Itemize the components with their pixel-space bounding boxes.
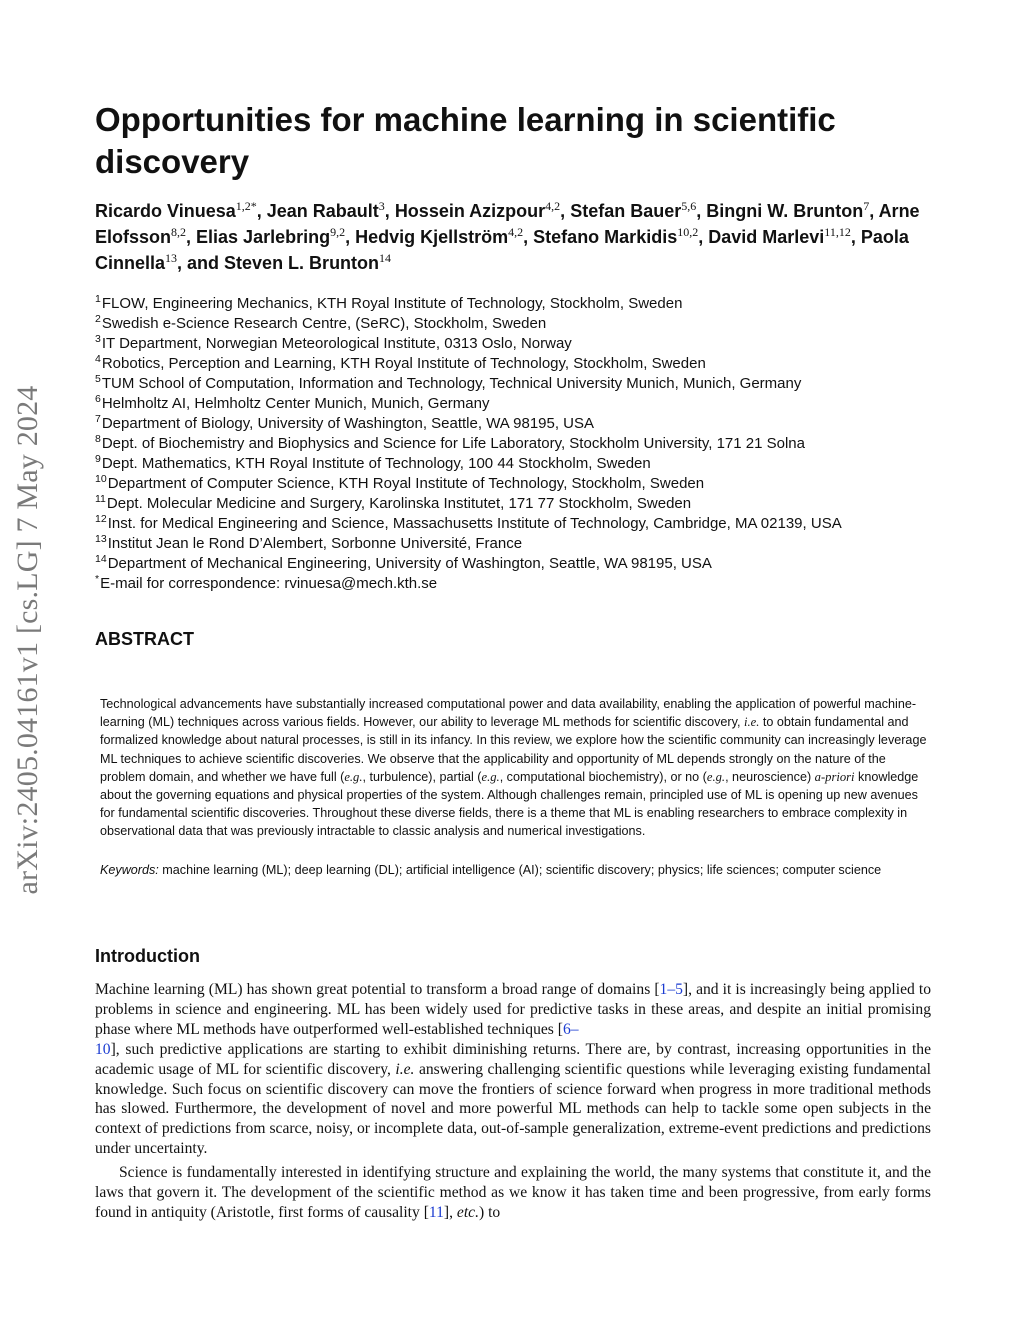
affiliation-text: Department of Mechanical Engineering, University of Washington, Seattle, WA 98195, USA <box>107 555 712 572</box>
affiliation-item <box>95 354 945 374</box>
affiliation-marker: 10 <box>95 473 107 485</box>
intro-paragraph-1: Machine learning (ML) has shown great potential to transform a broad range of domains [1–5], and it is increasingly being applied to problems in science and engineering. ML has been widely used for predictive tasks in these areas, and despite an initial promising phase where ML methods have outperformed well-established techniques [6– 10], such predictive applications are starting to exhibit diminishing returns. There are, by contrast, increasing opportunities in the academic usage of ML for scientific discovery, i.e. answering challenging scientific questions while leveraging existing fundamental knowledge. Such focus on scientific discovery can move the frontiers of science forward when progress in more traditional methods has slowed. Furthermore, the development of novel and more powerful ML methods can help to tackle some open subjects in the context of predictions from scarce, noisy, or incomplete data, out-of-sample generalization, extreme-event predictions and predictions under uncertainty. <box>95 981 931 1158</box>
author-affiliation-marker: 9,2 <box>330 225 346 239</box>
affiliation-item <box>95 394 945 414</box>
author-affiliation-marker: 13 <box>165 251 178 265</box>
affiliation-text: Dept. of Biochemistry and Biophysics and Science for Life Laboratory, Stockholm University, 171 21 Solna <box>101 435 805 452</box>
author-affiliation-marker: 1,2* <box>235 199 257 213</box>
author-name: Hedvig Kjellström <box>355 227 509 247</box>
affiliation-item <box>95 294 945 314</box>
affiliation-item <box>95 454 945 474</box>
affiliation-item <box>95 414 945 434</box>
affiliation-marker: 14 <box>95 553 107 565</box>
author-affiliation-marker: 7 <box>863 199 870 213</box>
affiliation-item <box>95 534 945 554</box>
abstract-heading: ABSTRACT <box>95 629 194 649</box>
affiliation-text: Department of Biology, University of Washington, Seattle, WA 98195, USA <box>101 415 595 432</box>
keywords <box>100 861 930 879</box>
author-affiliation-marker: 11,12 <box>824 225 851 239</box>
affiliation-marker: 4 <box>95 353 101 365</box>
affiliation-marker: 2 <box>95 313 101 325</box>
affiliation-text: Robotics, Perception and Learning, KTH Royal Institute of Technology, Stockholm, Sweden <box>101 355 706 372</box>
affiliation-item <box>95 514 945 534</box>
author-name: Arne Elofsson <box>95 201 920 247</box>
author-separator: , <box>256 201 267 221</box>
affiliation-text: Helmholtz AI, Helmholtz Center Munich, Munich, Germany <box>101 395 490 412</box>
author-separator: , <box>696 201 707 221</box>
affiliation-text: Dept. Molecular Medicine and Surgery, Karolinska Institutet, 171 77 Stockholm, Sweden <box>106 495 692 512</box>
author-affiliation-marker: 3 <box>378 199 385 213</box>
affiliation-text: TUM School of Computation, Information and Technology, Technical University Munich, Munich, Germany <box>101 375 802 392</box>
affiliation-item <box>95 474 945 494</box>
affiliation-marker: 5 <box>95 373 101 385</box>
citation-link[interactable]: 1–5 <box>659 981 683 998</box>
author-name: Elias Jarlebring <box>196 227 331 247</box>
author-separator: , <box>698 227 709 247</box>
affiliation-item <box>95 334 945 354</box>
author-name: Jean Rabault <box>266 201 379 221</box>
citation-link[interactable]: 11 <box>428 1203 444 1221</box>
affiliation-item <box>95 494 945 514</box>
author-name: Hossein Azizpour <box>394 201 546 221</box>
affiliation-text: IT Department, Norwegian Meteorological Institute, 0313 Oslo, Norway <box>101 335 572 352</box>
affiliation-text: Inst. for Medical Engineering and Science, Massachusetts Institute of Technology, Cambridge, MA 02139, USA <box>107 515 842 532</box>
author-separator: , <box>560 201 571 221</box>
affiliation-marker: 8 <box>95 433 101 445</box>
citation-link[interactable]: 10 <box>95 1040 111 1058</box>
affiliation-marker: 6 <box>95 393 101 405</box>
affiliation-item <box>95 574 945 594</box>
author-affiliation-marker: 4,2 <box>508 225 524 239</box>
affiliation-text: Dept. Mathematics, KTH Royal Institute of Technology, 100 44 Stockholm, Sweden <box>101 455 651 472</box>
affiliation-marker: 11 <box>95 493 106 505</box>
author-name: Stefan Bauer <box>570 201 682 221</box>
author-affiliation-marker: 5,6 <box>681 199 697 213</box>
author-name: Stefano Markidis <box>533 227 678 247</box>
author-separator: , <box>523 227 534 247</box>
affiliation-marker: 3 <box>95 333 101 345</box>
paper-title: Opportunities for machine learning in scientific discovery <box>95 101 836 180</box>
author-separator: , <box>177 253 188 273</box>
author-separator: , <box>345 227 356 247</box>
author-name: Ricardo Vinuesa <box>95 201 236 221</box>
author-name: and Steven L. Brunton <box>187 253 380 273</box>
affiliation-marker: 12 <box>95 513 107 525</box>
affiliation-item <box>95 554 945 574</box>
author-affiliation-marker: 10,2 <box>677 225 699 239</box>
introduction-heading: Introduction <box>95 946 200 966</box>
author-name: Paola Cinnella <box>95 227 909 273</box>
affiliation-text: Department of Computer Science, KTH Royal Institute of Technology, Stockholm, Sweden <box>107 475 705 492</box>
affiliation-text: E-mail for correspondence: rvinuesa@mech.kth.se <box>100 575 438 592</box>
author-separator: , <box>384 201 395 221</box>
keywords-label: Keywords: <box>100 863 159 877</box>
abstract-body: Technological advancements have substantially increased computational power and data availability, enabling the application of powerful machine-learning (ML) techniques across various fields. However, our ability to leverage ML methods for scientific discovery, i.e. to obtain fundamental and formalized knowledge about natural processes, is still in its infancy. In this review, we explore how the scientific community can increasingly leverage ML techniques to achieve scientific discoveries. We observe that the applicability and opportunity of ML depends strongly on the nature of the problem domain, and whether we have full (e.g., turbulence), partial (e.g., computational biochemistry), or no (e.g., neuroscience) a-priori knowledge about the governing equations and physical properties of the system. Although challenges remain, principled use of ML is opening up new avenues for fundamental scientific discoveries. Throughout these diverse fields, there is a theme that ML is enabling researchers to embrace complexity in observational data that was previously intractable to classic analysis and numerical investigations. <box>100 697 927 839</box>
affiliation-list <box>95 294 945 594</box>
affiliation-marker: 1 <box>95 293 101 305</box>
affiliation-marker: 7 <box>95 413 101 425</box>
author-name: David Marlevi <box>708 227 825 247</box>
intro-paragraph-2: Science is fundamentally interested in identifying structure and explaining the world, the many systems that constitute it, and the laws that govern it. The development of the scientific method as we know it has taken time and been progressive, from early forms found in antiquity (Aristotle, first forms of causality [11], etc.) to <box>95 1164 931 1221</box>
affiliation-marker: 13 <box>95 533 107 545</box>
citation-link[interactable]: 6– <box>562 1020 579 1038</box>
author-affiliation-marker: 8,2 <box>171 225 187 239</box>
keywords-list: machine learning (ML); deep learning (DL); artificial intelligence (AI); scientific discovery; physics; life sciences; computer science <box>158 863 882 877</box>
author-separator: , <box>186 227 197 247</box>
affiliation-text: Swedish e-Science Research Centre, (SeRC), Stockholm, Sweden <box>101 315 547 332</box>
affiliation-text: Institut Jean le Rond D’Alembert, Sorbonne Université, France <box>107 535 523 552</box>
author-separator: , <box>869 201 879 221</box>
arxiv-side-stamp: arXiv:2405.04161v1 [cs.LG] 7 May 2024 <box>11 385 44 895</box>
affiliation-marker: * <box>95 573 100 585</box>
affiliation-marker: 9 <box>95 453 101 465</box>
affiliation-text: FLOW, Engineering Mechanics, KTH Royal Institute of Technology, Stockholm, Sweden <box>101 295 683 312</box>
affiliation-item <box>95 314 945 334</box>
author-separator: , <box>850 227 861 247</box>
author-affiliation-marker: 14 <box>379 251 392 265</box>
affiliation-item <box>95 374 945 394</box>
author-affiliation-marker: 4,2 <box>545 199 561 213</box>
author-list <box>95 198 940 276</box>
author-name: Bingni W. Brunton <box>706 201 864 221</box>
affiliation-item <box>95 434 945 454</box>
